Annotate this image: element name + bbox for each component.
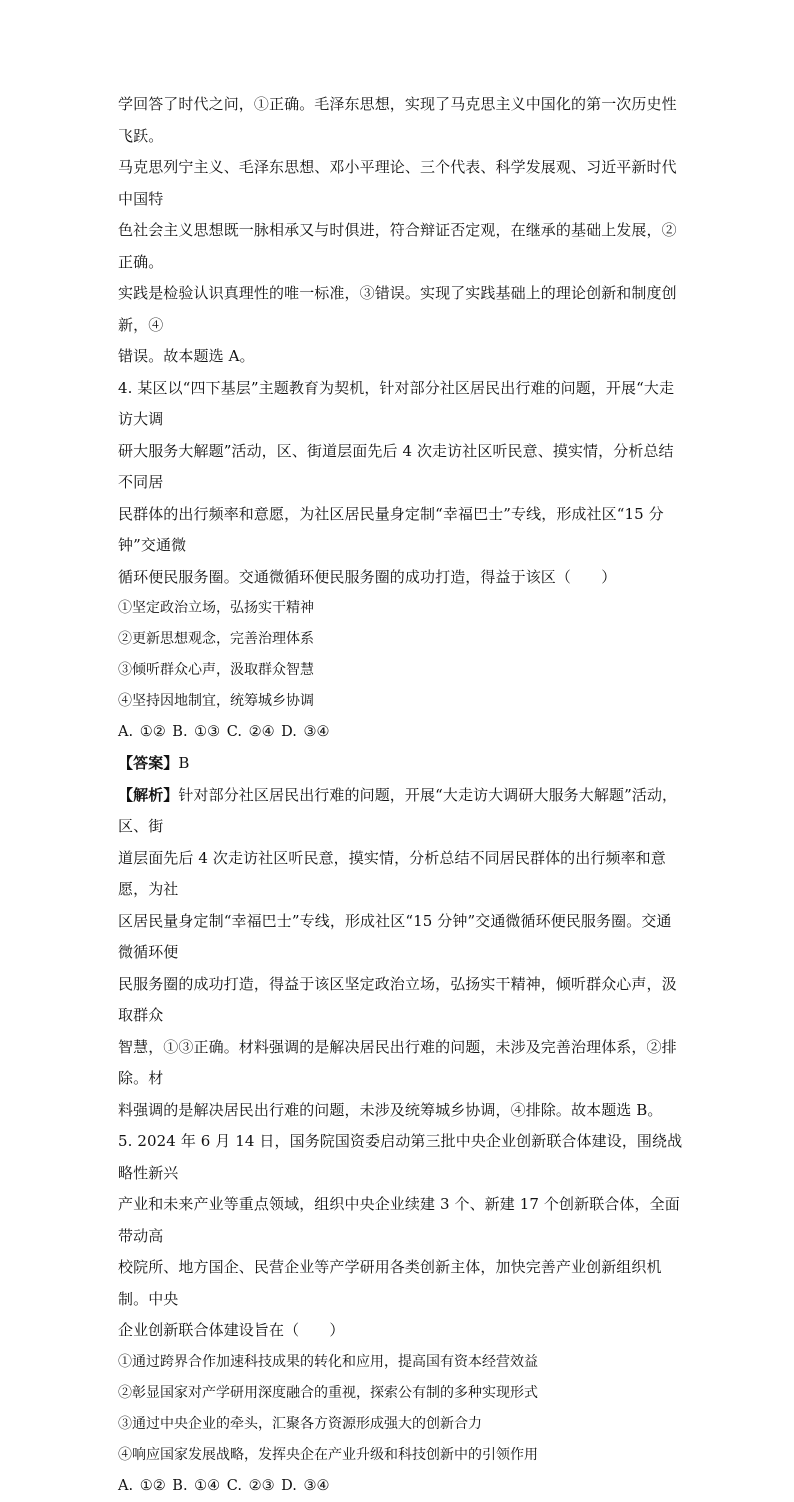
question-4-option-3: ③倾听群众心声，汲取群众智慧 xyxy=(118,662,314,678)
question-5-stem: 5. 2024 年 6 月 14 日，国务院国资委启动第三批中央企业创新联合体建设，围绕战略性新兴 产业和未来产业等重点领域，组织中央企业续建 3 个、新建 17 个创新联合体，全面带动高 校院所、地方国企、民营企业等产学研用各类创新主体，加快完善产业创新组织机制。中央 企业创新联合体建设旨在（ ） xyxy=(118,1132,683,1339)
page-content xyxy=(118,89,684,1502)
question-5-choices: A. ①② B. ①④ C. ②③ D. ③④ xyxy=(118,1477,330,1494)
question-4-analysis xyxy=(118,780,684,1127)
question-4-choices: A. ①② B. ①③ C. ②④ D. ③④ xyxy=(118,724,330,740)
analysis-text: 针对部分社区居民出行难的问题，开展“大走访大调研大服务大解题”活动，区、街 道层面先后 4 次走访社区听民意，摸实情，分析总结不同居民群体的出行频率和意愿，为社 区居民量身定制“幸福巴士”专线，形成社区“15 分钟”交通微循环便民服务圈。交通微循环便 民服务圈的成功打造，得益于该区坚定政治立场，弘扬实干精神，倾听群众心声，汲取群众 智慧，①③正确。材料强调的是解决居民出行难的问题，未涉及完善治理体系，②排除。材 料强调的是解决居民出行难的问题，未涉及统筹城乡协调，④排除。故本题选 B。 xyxy=(118,785,678,1119)
answer-label: 【答案】 xyxy=(118,754,179,772)
question-4-stem: 4. 某区以“四下基层”主题教育为契机，针对部分社区居民出行难的问题，开展“大走访大调 研大服务大解题”活动，区、街道层面先后 4 次走访社区听民意、摸实情，分析总结不同居 民群体的出行频率和意愿，为社区居民量身定制“幸福巴士”专线，形成社区“15 分钟”交通微 循环便民服务圈。交通微循环便民服务圈的成功打造，得益于该区（ ） xyxy=(118,378,675,586)
analysis-label: 【解析】 xyxy=(118,785,179,804)
question-5-option-2: ②彰显国家对产学研用深度融合的重视，探索公有制的多种实现形式 xyxy=(118,1384,538,1401)
question-5-option-1: ①通过跨界合作加速科技成果的转化和应用，提高国有资本经营效益 xyxy=(118,1353,538,1370)
previous-analysis-continuation: 学回答了时代之问，①正确。毛泽东思想，实现了马克思主义中国化的第一次历史性飞跃。 马克思列宁主义、毛泽东思想、邓小平理论、三个代表、科学发展观、习近平新时代中国特 色社会主义思想既一脉相承又与时俱进，符合辩证否定观，在继承的基础上发展，②正确。 实践是检验认识真理性的唯一标准，③错误。实现了实践基础上的理论创新和制度创新，④ 错误。故本题选 A。 xyxy=(118,95,677,365)
question-5-option-3: ③通过中央企业的牵头，汇聚各方资源形成强大的创新合力 xyxy=(118,1415,482,1432)
answer-value: B xyxy=(178,754,190,772)
question-5-option-4: ④响应国家发展战略，发挥央企在产业升级和科技创新中的引领作用 xyxy=(118,1446,538,1463)
question-4-option-1: ①坚定政治立场，弘扬实干精神 xyxy=(118,600,314,616)
question-4-option-4: ④坚持因地制宜，统筹城乡协调 xyxy=(118,693,314,709)
question-4-answer xyxy=(118,748,684,780)
question-4-option-2: ②更新思想观念，完善治理体系 xyxy=(118,631,314,647)
